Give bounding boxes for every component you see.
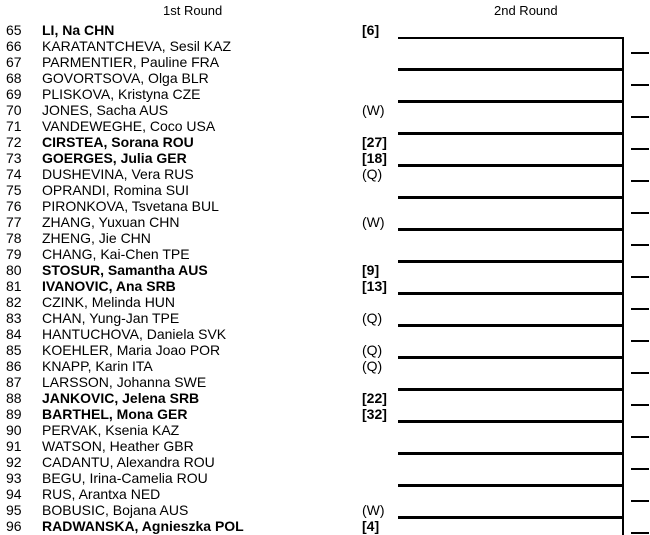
seed-label: [13] (362, 278, 387, 294)
entry-row (0, 326, 400, 342)
player-name: LARSSON, Johanna SWE (42, 374, 207, 390)
entry-row (0, 22, 400, 38)
match-bracket (398, 133, 624, 166)
entry-row (0, 134, 400, 150)
player-name: GOVORTSOVA, Olga BLR (42, 70, 209, 86)
entry-row (0, 246, 400, 262)
match-bracket (398, 357, 624, 390)
entry-row (0, 406, 400, 422)
draw-position-number: 83 (6, 310, 22, 326)
entry-row (0, 38, 400, 54)
draw-position-number: 82 (6, 294, 22, 310)
draw-position-number: 65 (6, 22, 22, 38)
player-name: JANKOVIC, Jelena SRB (42, 390, 200, 406)
entry-row (0, 182, 400, 198)
player-name: LI, Na CHN (42, 22, 115, 38)
draw-position-number: 90 (6, 422, 22, 438)
draw-position-number: 73 (6, 150, 22, 166)
draw-position-number: 67 (6, 54, 22, 70)
draw-position-number: 84 (6, 326, 22, 342)
entry-row (0, 518, 400, 534)
draw-position-number: 69 (6, 86, 22, 102)
player-name: RUS, Arantxa NED (42, 486, 161, 502)
draw-position-number: 88 (6, 390, 22, 406)
winner-line (631, 84, 649, 86)
player-name: VANDEWEGHE, Coco USA (42, 118, 216, 134)
draw-position-number: 79 (6, 246, 22, 262)
entry-row (0, 54, 400, 70)
player-name: RADWANSKA, Agnieszka POL (42, 518, 244, 534)
entry-row (0, 118, 400, 134)
draw-position-number: 68 (6, 70, 22, 86)
entry-row (0, 374, 400, 390)
entry-row (0, 470, 400, 486)
player-name: KARATANTCHEVA, Sesil KAZ (42, 38, 232, 54)
winner-line (631, 116, 649, 118)
entry-row (0, 86, 400, 102)
entry-row (0, 166, 400, 182)
match-bracket (398, 517, 624, 535)
entry-row (0, 278, 400, 294)
seed-label: [22] (362, 390, 387, 406)
draw-position-number: 77 (6, 214, 22, 230)
winner-line (631, 532, 649, 534)
entry-row (0, 358, 400, 374)
player-name: CZINK, Melinda HUN (42, 294, 176, 310)
draw-position-number: 76 (6, 198, 22, 214)
seed-label: [9] (362, 262, 380, 278)
draw-position-number: 70 (6, 102, 22, 118)
player-name: CHANG, Kai-Chen TPE (42, 246, 190, 262)
winner-line (631, 212, 649, 214)
draw-position-number: 94 (6, 486, 22, 502)
draw-position-number: 96 (6, 518, 22, 534)
entry-status-label: (Q) (362, 310, 383, 326)
match-bracket (398, 325, 624, 358)
draw-position-number: 85 (6, 342, 22, 358)
player-name: BEGU, Irina-Camelia ROU (42, 470, 208, 486)
match-bracket (398, 165, 624, 198)
entry-row (0, 342, 400, 358)
draw-position-number: 89 (6, 406, 22, 422)
draw-position-number: 86 (6, 358, 22, 374)
draw-position-number: 95 (6, 502, 22, 518)
draw-position-number: 75 (6, 182, 22, 198)
winner-line (631, 244, 649, 246)
player-name: HANTUCHOVA, Daniela SVK (42, 326, 227, 342)
entry-row (0, 310, 400, 326)
player-name: BARTHEL, Mona GER (42, 406, 188, 422)
draw-position-number: 74 (6, 166, 22, 182)
player-name: WATSON, Heather GBR (42, 438, 194, 454)
draw-position-number: 91 (6, 438, 22, 454)
draw-position-number: 81 (6, 278, 22, 294)
player-name: CHAN, Yung-Jan TPE (42, 310, 180, 326)
entry-row (0, 198, 400, 214)
match-bracket (398, 293, 624, 326)
match-bracket (398, 421, 624, 454)
match-bracket (398, 37, 624, 70)
winner-line (631, 148, 649, 150)
seed-label: [18] (362, 150, 387, 166)
player-name: CADANTU, Alexandra ROU (42, 454, 215, 470)
entry-row (0, 502, 400, 518)
player-name: PERVAK, Ksenia KAZ (42, 422, 180, 438)
match-bracket (398, 453, 624, 486)
player-name: KOEHLER, Maria Joao POR (42, 342, 221, 358)
winner-line (631, 468, 649, 470)
winner-line (631, 340, 649, 342)
player-name: GOERGES, Julia GER (42, 150, 187, 166)
entry-status-label: (Q) (362, 358, 383, 374)
draw-position-number: 72 (6, 134, 22, 150)
draw-position-number: 87 (6, 374, 22, 390)
entry-row (0, 294, 400, 310)
winner-line (631, 372, 649, 374)
winner-line (631, 436, 649, 438)
match-bracket (398, 389, 624, 422)
player-name: DUSHEVINA, Vera RUS (42, 166, 194, 182)
entry-row (0, 70, 400, 86)
draw-position-number: 80 (6, 262, 22, 278)
first-round-header: 1st Round (163, 3, 223, 18)
draw-position-number: 92 (6, 454, 22, 470)
entry-row (0, 230, 400, 246)
seed-label: [6] (362, 22, 380, 38)
player-name: CIRSTEA, Sorana ROU (42, 134, 194, 150)
draw-position-number: 78 (6, 230, 22, 246)
draw-position-number: 71 (6, 118, 22, 134)
seed-label: [27] (362, 134, 387, 150)
entry-status-label: (Q) (362, 342, 383, 358)
entry-status-label: (W) (362, 102, 385, 118)
player-name: PLISKOVA, Kristyna CZE (42, 86, 201, 102)
winner-line (631, 308, 649, 310)
match-bracket (398, 197, 624, 230)
player-name: OPRANDI, Romina SUI (42, 182, 190, 198)
match-bracket (398, 229, 624, 262)
winner-line (631, 52, 649, 54)
entry-row (0, 214, 400, 230)
player-name: ZHENG, Jie CHN (42, 230, 151, 246)
winner-line (631, 276, 649, 278)
player-name: PIRONKOVA, Tsvetana BUL (42, 198, 219, 214)
player-name: PARMENTIER, Pauline FRA (42, 54, 220, 70)
entry-row (0, 486, 400, 502)
winner-line (631, 500, 649, 502)
player-name: JONES, Sacha AUS (42, 102, 169, 118)
player-name: STOSUR, Samantha AUS (42, 262, 208, 278)
draw-position-number: 93 (6, 470, 22, 486)
match-bracket (398, 101, 624, 134)
player-name: KNAPP, Karin ITA (42, 358, 153, 374)
entry-status-label: (W) (362, 502, 385, 518)
entry-status-label: (Q) (362, 166, 383, 182)
entry-row (0, 262, 400, 278)
seed-label: [4] (362, 518, 380, 534)
match-bracket (398, 485, 624, 518)
draw-position-number: 66 (6, 38, 22, 54)
entry-row (0, 150, 400, 166)
entry-row (0, 390, 400, 406)
player-name: IVANOVIC, Ana SRB (42, 278, 176, 294)
entry-row (0, 422, 400, 438)
winner-line (631, 180, 649, 182)
player-name: BOBUSIC, Bojana AUS (42, 502, 189, 518)
entry-status-label: (W) (362, 214, 385, 230)
second-round-header: 2nd Round (494, 3, 558, 18)
entry-row (0, 102, 400, 118)
seed-label: [32] (362, 406, 387, 422)
match-bracket (398, 69, 624, 102)
entry-row (0, 454, 400, 470)
entry-row (0, 438, 400, 454)
winner-line (631, 404, 649, 406)
match-bracket (398, 261, 624, 294)
player-name: ZHANG, Yuxuan CHN (42, 214, 180, 230)
